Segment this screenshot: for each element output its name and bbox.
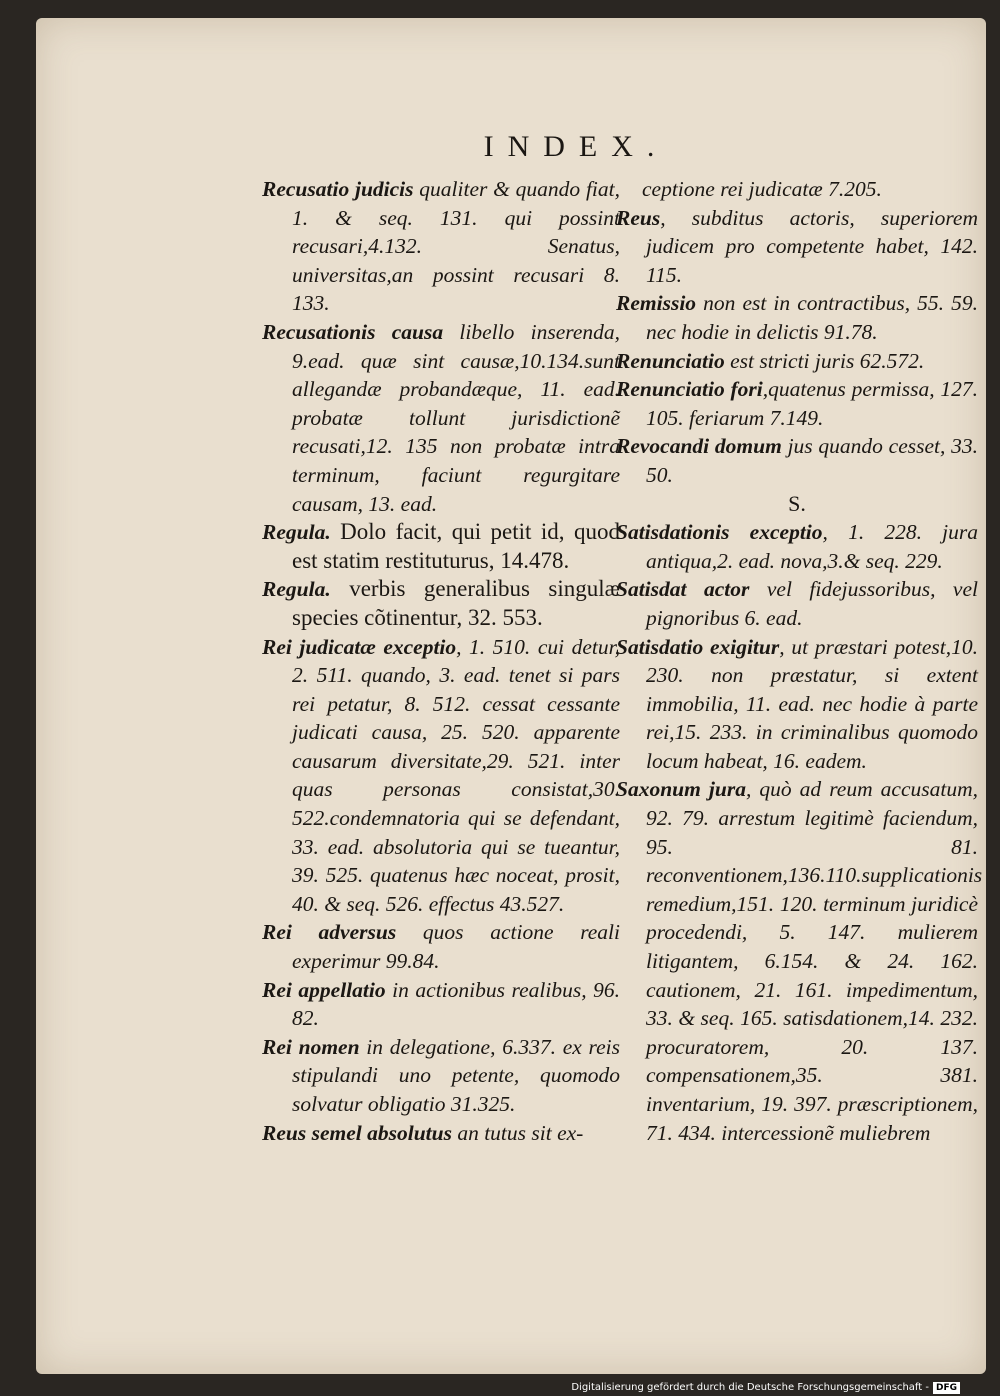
- dfg-logo: DFG: [933, 1382, 960, 1394]
- entry-lead: Revocandi domum: [616, 434, 782, 459]
- entry-lead: Rei judicatæ exceptio: [262, 634, 457, 659]
- entry-text: libello inserenda, 9.ead. quæ sint causæ,10.134.sunt allegandæ probandæque, 11. ead. probatæ tollunt jurisdictionẽ recusati,12. 135 non probatæ intra terminum, faciunt regurgitare causam, 13. ead.: [292, 319, 620, 516]
- entry-lead: Remissio: [616, 291, 697, 316]
- entry-text: est stricti juris 62.572.: [724, 348, 925, 373]
- right-column: [616, 175, 983, 1147]
- index-entry: [262, 175, 620, 318]
- index-entry: [616, 347, 978, 376]
- entry-lead: Rei appellatio: [262, 977, 386, 1002]
- entry-lead: Satisdatio exigitur: [616, 634, 780, 659]
- index-entry: [616, 375, 978, 432]
- entry-lead: Regula.: [262, 520, 331, 545]
- entry-text: Dolo facit, qui petit id, quod est statim restituturus, 14.478.: [292, 519, 620, 573]
- index-entry: [616, 289, 978, 346]
- entry-text: in actionibus realibus, 96. 82.: [292, 977, 620, 1031]
- left-column: [262, 175, 620, 1147]
- entry-text: non est in contractibus, 55. 59. nec hodie in delictis 91.78.: [646, 291, 978, 344]
- index-entry: [616, 204, 978, 290]
- entry-lead: Regula.: [262, 577, 331, 602]
- index-entry: [262, 1033, 620, 1119]
- entry-lead: Reus: [616, 205, 661, 230]
- entry-lead: Rei nomen: [262, 1034, 360, 1059]
- index-entry: [262, 518, 620, 575]
- entry-text: an tutus sit ex-: [451, 1120, 584, 1145]
- entry-text: vel fidejussoribus, vel pignoribus 6. ead.: [646, 577, 978, 630]
- entry-text: verbis generalibus singulæ species cõtinentur, 32. 553.: [292, 576, 620, 630]
- entry-lead: Renunciatio fori: [616, 377, 763, 402]
- entry-text: jus quando cesset, 33. 50.: [646, 434, 978, 487]
- entry-text: , quò ad reum accusatum, 92. 79. arrestum legitimè faciendum, 95. 81. reconventionem,136.110.supplicationis remedium,151. 120. terminum juridicè procedendi, 5. 147. mulierem litigantem, 6.154. & 24. 162. cautionem, 21. 161. impedimentum, 33. & seq. 165. satisdationem,14. 232. procuratorem, 20. 137. compensationem,35. 381. inventarium, 19. 397. præscriptionem, 71. 434. intercessionẽ muliebrem: [646, 777, 983, 1145]
- page-header: INDEX.: [483, 130, 669, 163]
- entry-text: ceptione rei judicatæ 7.205.: [642, 177, 882, 201]
- index-entry: [616, 775, 983, 1147]
- entry-text: , subditus actoris, superiorem judicem pro competente habet, 142. 115.: [646, 205, 978, 287]
- entry-lead: Renunciatio: [616, 348, 725, 373]
- entry-text: , 1. 510. cui detur, 2. 511. quando, 3. ead. tenet si pars rei petatur, 8. 512. cessat cessante judicati causa, 25. 520. apparente causarum diversitate,29. 521. inter quas personas consistat,30. 522.condemnatoria qui se defendant, 33. ead. absolutoria qui se tueantur, 39. 525. quatenus hæc noceat, prosit, 40. & seq. 526. effectus 43.527.: [292, 634, 620, 916]
- index-entry: [262, 633, 620, 919]
- index-entry: [262, 1119, 620, 1148]
- index-entry: [262, 575, 620, 632]
- entry-lead: Saxonum jura: [616, 777, 746, 802]
- digitization-footer: [0, 1380, 1000, 1396]
- index-entry: [616, 518, 978, 575]
- index-entry-continuation: [616, 175, 978, 204]
- index-entry: [616, 575, 978, 632]
- entry-text: in delegatione, 6.337. ex reis stipulandi uno petente, quomodo solvatur obligatio 31.325.: [292, 1034, 620, 1116]
- index-entry: [262, 918, 620, 975]
- index-entry: [616, 633, 978, 776]
- index-entry: [616, 432, 978, 489]
- index-entry: [262, 318, 620, 518]
- entry-text: , ut præstari potest,10. 230. non præstatur, si extent immobilia, 11. ead. nec hodie à parte rei,15. 233. in criminalibus quomodo locum habeat, 16. eadem.: [646, 634, 978, 773]
- entry-lead: Reus semel absolutus: [262, 1120, 452, 1145]
- entry-text: , 1. 228. jura antiqua,2. ead. nova,3.& seq. 229.: [646, 520, 978, 573]
- section-letter: S.: [788, 490, 806, 516]
- entry-text: qualiter & quando fiat, 1. & seq. 131. qui possint recusari,4.132. Senatus, universitas,an possint recusari 8. 133.: [292, 177, 620, 316]
- footer-text: Digitalisierung gefördert durch die Deutsche Forschungsgemeinschaft -: [571, 1382, 929, 1393]
- index-entry: [262, 976, 620, 1033]
- entry-lead: Recusatio judicis: [262, 177, 414, 201]
- entry-lead: Rei adversus: [262, 920, 397, 945]
- entry-text: quos actione reali experimur 99.84.: [292, 920, 620, 974]
- entry-text: ,quatenus permissa, 127. 105. feriarum 7.149.: [646, 377, 979, 430]
- entry-lead: Recusationis causa: [262, 319, 444, 344]
- book-page: [36, 18, 986, 1374]
- entry-lead: Satisdat actor: [616, 577, 750, 602]
- entry-lead: Satisdationis exceptio: [616, 520, 823, 545]
